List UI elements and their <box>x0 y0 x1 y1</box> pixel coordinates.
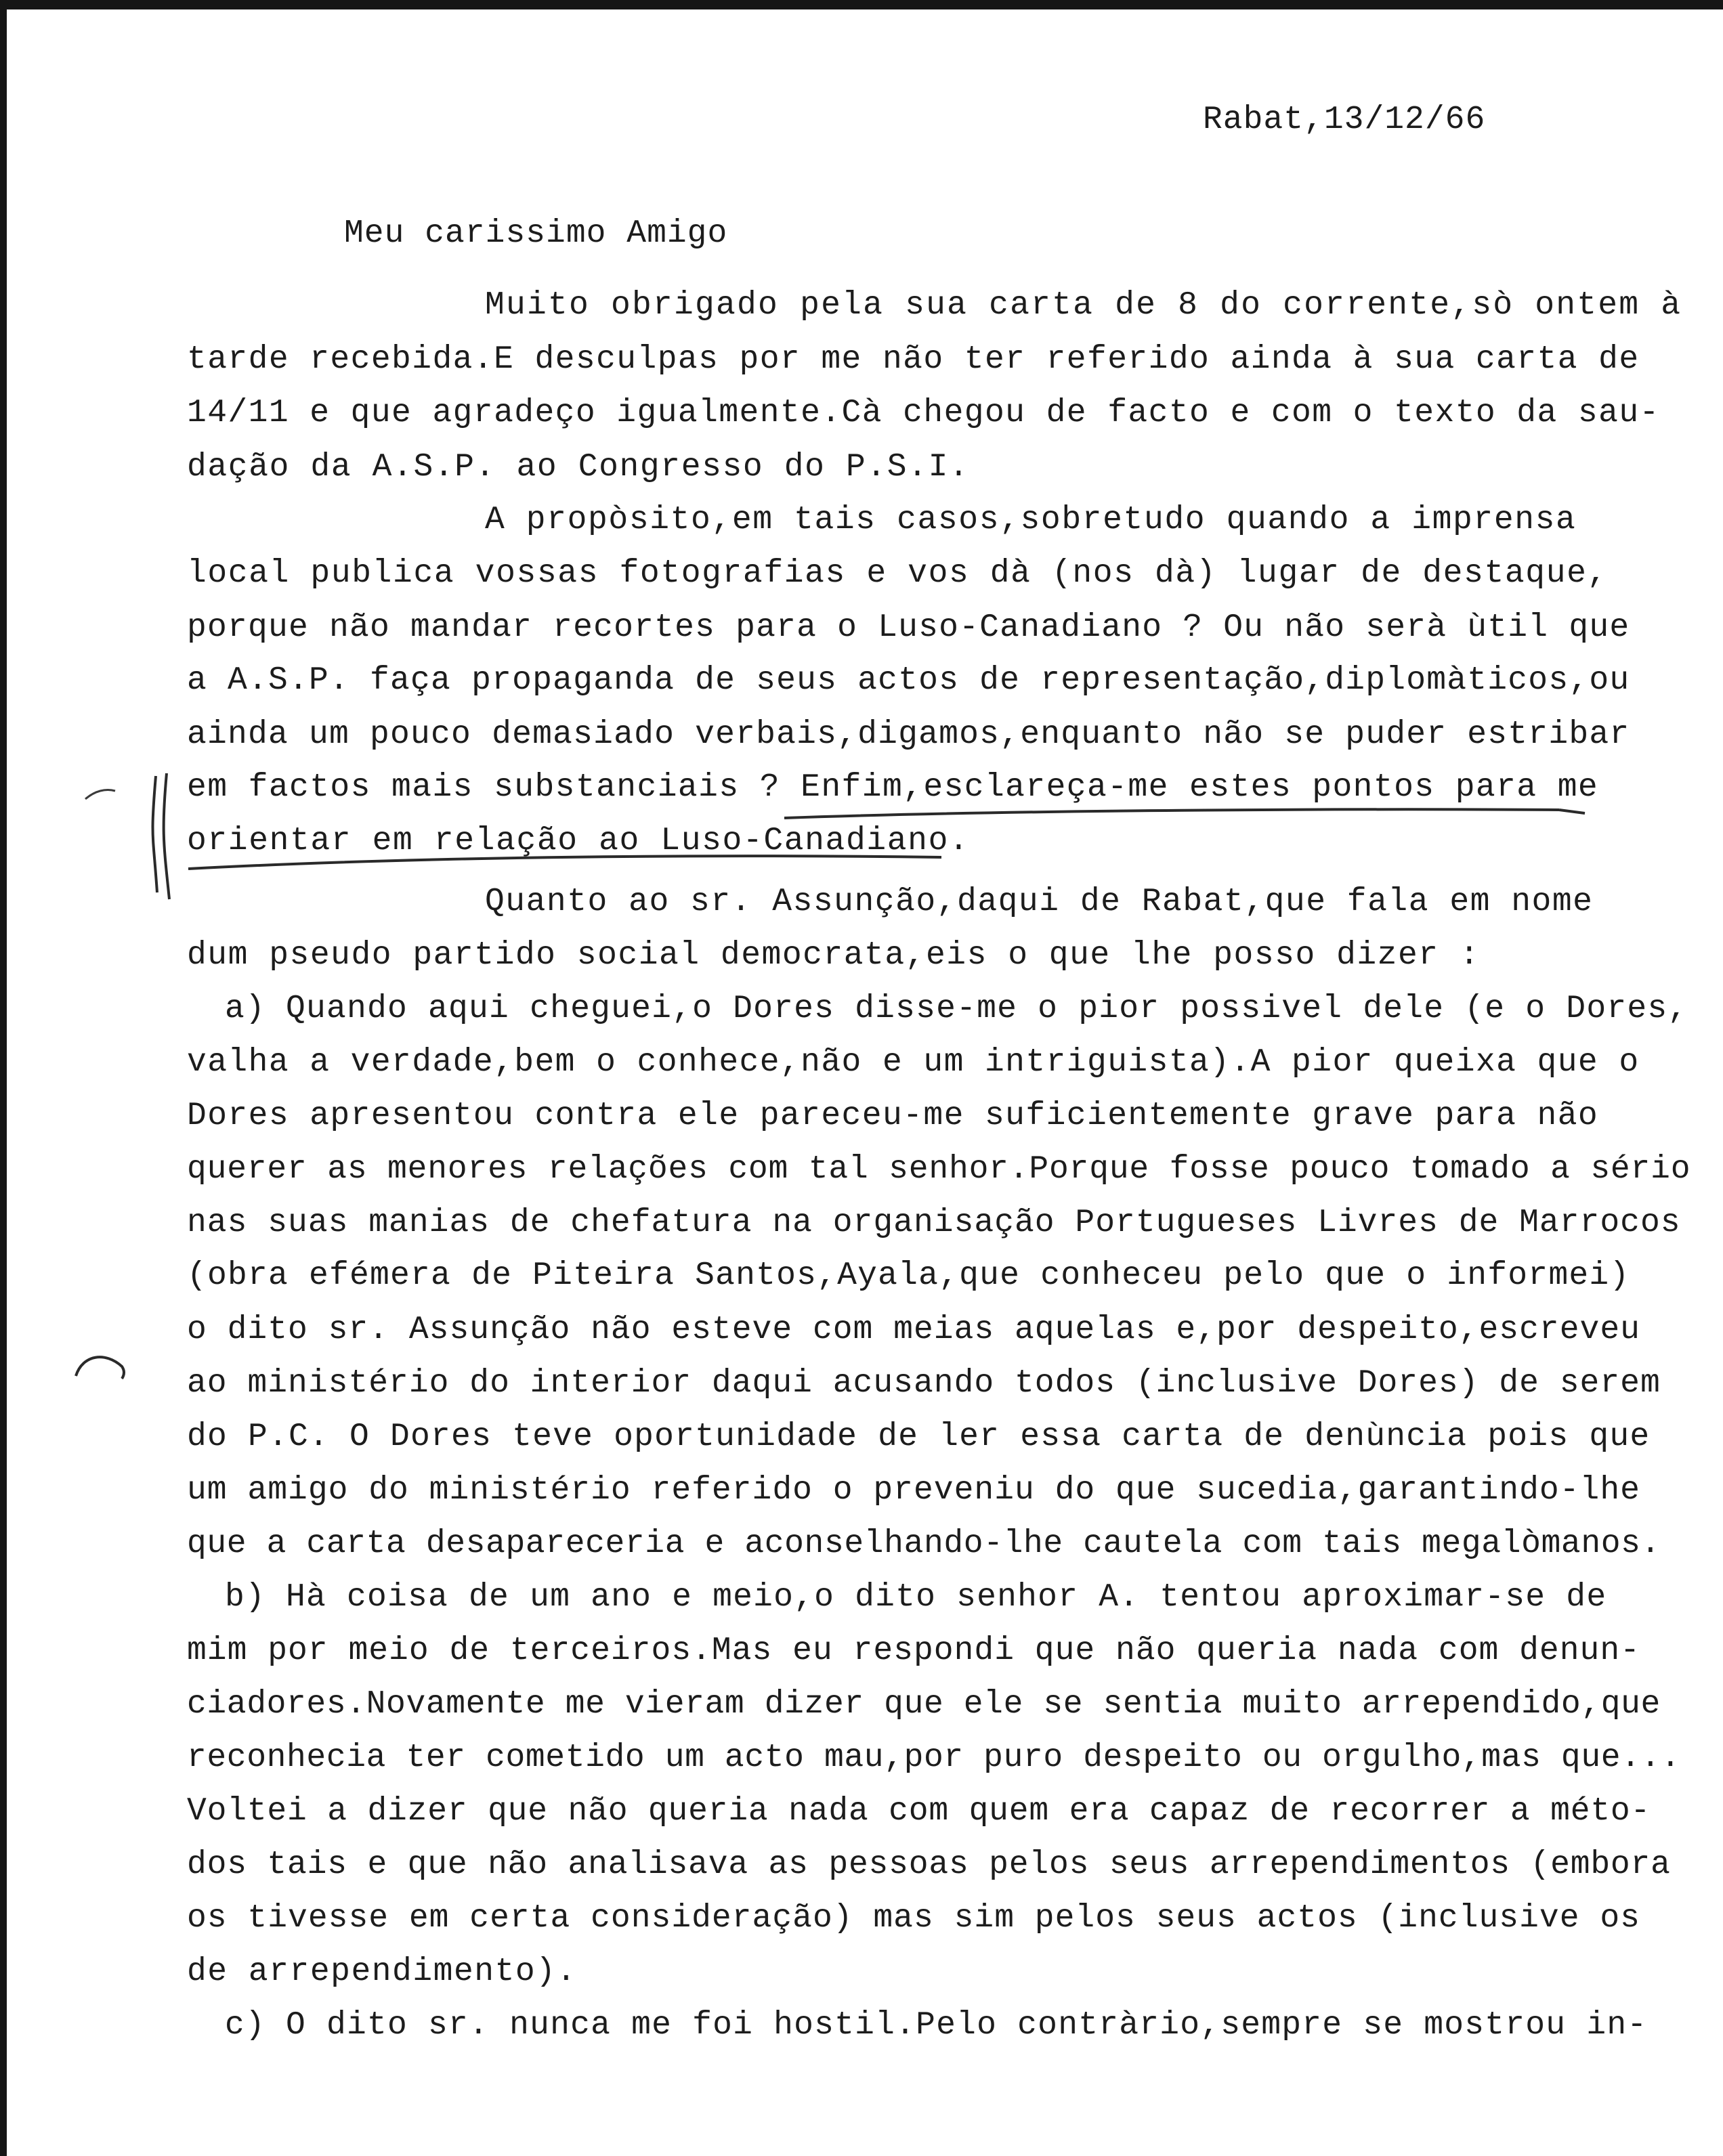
text-line: de arrependimento). <box>187 1954 577 1990</box>
text-line: ciadores.Novamente me vieram dizer que ele se sentia muito arrependido,que <box>187 1686 1661 1723</box>
letter-date: Rabat,13/12/66 <box>1203 102 1486 138</box>
text-line: do P.C. O Dores teve oportunidade de ler essa carta de denùncia pois que <box>187 1419 1651 1455</box>
text-line: dação da A.S.P. ao Congresso do P.S.I. <box>187 449 970 486</box>
salutation: Meu carissimo Amigo <box>344 215 728 252</box>
text-line: local publica vossas fotografias e vos dà (nos dà) lugar de destaque, <box>187 555 1608 592</box>
text-line: Muito obrigado pela sua carta de 8 do corrente,sò ontem à <box>485 287 1682 324</box>
text-line: o dito sr. Assunção não esteve com meias aquelas e,por despeito,escreveu <box>187 1312 1640 1348</box>
text-line: a) Quando aqui cheguei,o Dores disse-me o pior possivel dele (e o Dores, <box>225 991 1688 1027</box>
text-line: um amigo do ministério referido o preveniu do que sucedia,garantindo-lhe <box>187 1472 1640 1509</box>
text-line: Quanto ao sr. Assunção,daqui de Rabat,que fala em nome <box>485 884 1594 920</box>
text-line: porque não mandar recortes para o Luso-Canadiano ? Ou não serà ùtil que <box>187 609 1630 646</box>
text-line: Voltei a dizer que não queria nada com quem era capaz de recorrer a méto- <box>187 1793 1651 1830</box>
text-line: os tivesse em certa consideração) mas sim pelos seus actos (inclusive os <box>187 1900 1640 1937</box>
text-line: dum pseudo partido social democrata,eis o que lhe posso dizer : <box>187 937 1481 974</box>
text-line: tarde recebida.E desculpas por me não ter referido ainda à sua carta de <box>187 341 1640 378</box>
text-line: 14/11 e que agradeço igualmente.Cà chegou de facto e com o texto da sau- <box>187 395 1660 431</box>
text-line: reconhecia ter cometido um acto mau,por puro despeito ou orgulho,mas que... <box>187 1740 1681 1776</box>
text-line: valha a verdade,bem o conhece,não e um intriguista).A pior queixa que o <box>187 1044 1640 1081</box>
text-line: c) O dito sr. nunca me foi hostil.Pelo contràrio,sempre se mostrou in- <box>225 2007 1648 2044</box>
text-line: ainda um pouco demasiado verbais,digamos,enquanto não se puder estribar <box>187 716 1630 753</box>
text-line: b) Hà coisa de um ano e meio,o dito senhor A. tentou aproximar-se de <box>225 1579 1607 1616</box>
text-line: Dores apresentou contra ele pareceu-me suficientemente grave para não <box>187 1098 1599 1134</box>
text-line: ao ministério do interior daqui acusando todos (inclusive Dores) de serem <box>187 1365 1661 1402</box>
text-line: dos tais e que não analisava as pessoas pelos seus arrependimentos (embora <box>187 1847 1671 1883</box>
text-line: que a carta desapareceria e aconselhando-lhe cautela com tais megalòmanos. <box>187 1526 1661 1562</box>
text-line: querer as menores relações com tal senhor.Porque fosse pouco tomado a sério <box>187 1151 1691 1188</box>
text-line: orientar em relação ao Luso-Canadiano. <box>187 823 970 859</box>
text-line: em factos mais substanciais ? Enfim,esclareça-me estes pontos para me <box>187 769 1599 806</box>
text-line: A propòsito,em tais casos,sobretudo quando a imprensa <box>485 502 1577 538</box>
text-line: (obra efémera de Piteira Santos,Ayala,que conheceu pelo que o informei) <box>187 1257 1630 1294</box>
text-line: a A.S.P. faça propaganda de seus actos de representação,diplomàticos,ou <box>187 662 1630 699</box>
text-line: mim por meio de terceiros.Mas eu respondi que não queria nada com denun- <box>187 1633 1640 1669</box>
text-line: nas suas manias de chefatura na organisação Portugueses Livres de Marrocos <box>187 1205 1681 1241</box>
